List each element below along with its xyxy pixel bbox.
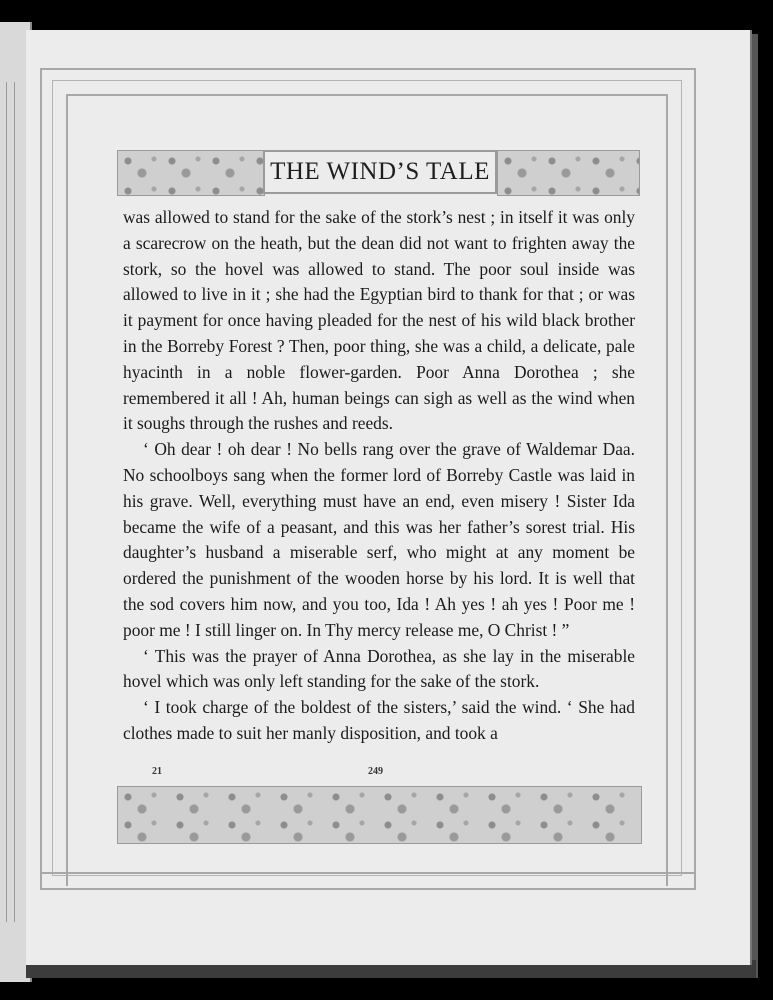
title-panel <box>263 150 497 194</box>
left-page-rule <box>14 82 15 922</box>
paragraph: ‘ This was the prayer of Anna Dorothea, as she lay in the miserable hovel which was only left standing for the sake of the stork. <box>123 645 635 692</box>
header-ornament-left <box>117 150 265 196</box>
border-rule-left <box>66 94 68 886</box>
paragraph: ‘ I took charge of the boldest of the sisters,’ said the wind. ‘ She had clothes made to suit her manly disposition, and took a <box>123 697 635 743</box>
border-rule-right <box>666 94 668 886</box>
page-title: THE WIND’S TALE <box>270 158 490 185</box>
border-rule-top <box>66 94 668 96</box>
border-rule-bottom <box>40 872 694 874</box>
page-number: 249 <box>368 766 383 777</box>
paragraph: was allowed to stand for the sake of the stork’s nest ; in itself it was only a scarecrow on the heath, but the dean did not want to frighten away the stork, so the hovel was allowed to stand. The poor soul inside was allowed to live in it ; she had the Egyptian bird to thank for that ; or was it payment for once having pleaded for the nest of his wild black brother in the Borreby Forest ? Then, poor thing, she was a child, a delicate, pale hyacinth in a noble flower-garden. Poor Anna Dorothea ; she remembered it all ! Ah, human beings can sigh as well as the wind when it soughs through the rushes and reeds. <box>123 207 635 434</box>
footer-ornament <box>117 786 642 844</box>
paragraph: ‘ Oh dear ! oh dear ! No bells rang over the grave of Waldemar Daa. No schoolboys sang when the former lord of Borreby Castle was laid in his grave. Well, everything must have an end, even misery ! Sister Ida became the wife of a peasant, and this was her father’s sorest trial. His daughter’s husband a miserable serf, who might at any moment be ordered the punishment of the wooden horse by his lord. It is well that the sod covers him now, and you too, Ida ! Ah yes ! ah yes ! Poor me ! poor me ! I still linger on. In Thy mercy release me, O Christ ! ” <box>123 439 635 640</box>
left-page-rule <box>6 82 7 922</box>
header-ornament-right <box>497 150 640 196</box>
body-text <box>123 205 635 747</box>
signature-mark: 21 <box>152 766 162 777</box>
